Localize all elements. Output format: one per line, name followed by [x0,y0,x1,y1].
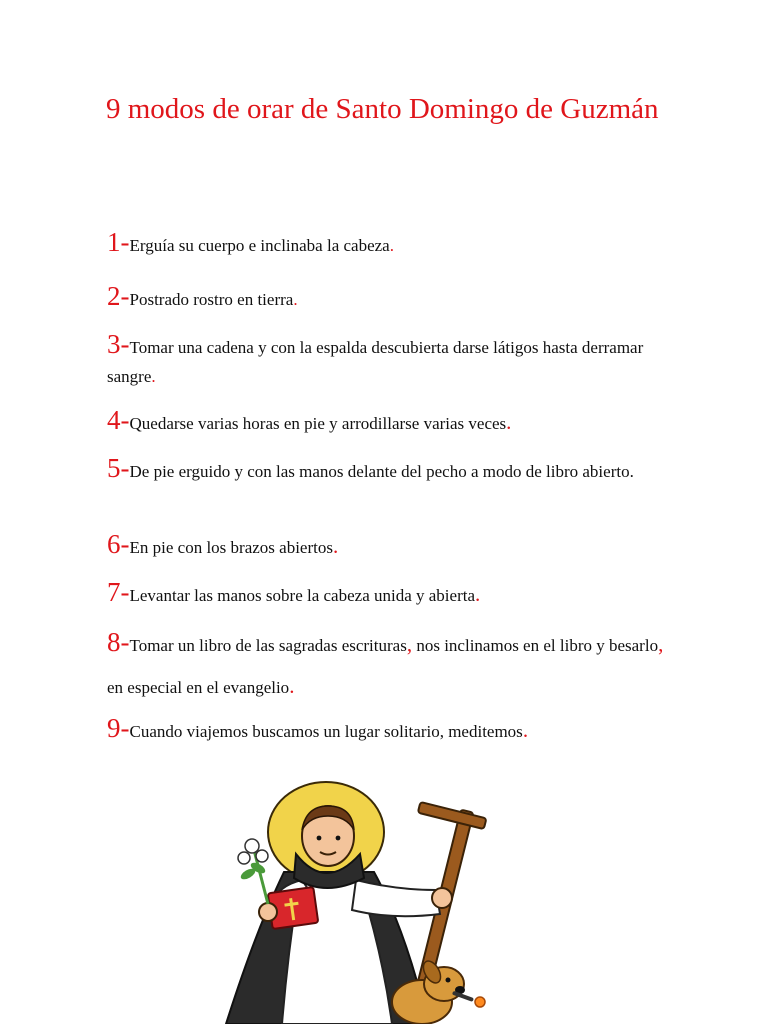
item-period: . [289,674,295,698]
item-period: . [293,290,298,309]
item-period: . [475,582,481,606]
item-text: Postrado rostro en tierra [129,290,294,309]
list-item-4 [107,406,667,438]
item-comma: , [406,632,413,656]
list-item-6 [107,530,667,562]
item-number: 7- [107,577,130,607]
item-text: Tomar una cadena y con la espalda descubierta darse látigos hasta derramar sangre [107,338,644,386]
lily-flower [238,839,268,904]
item-text: en especial en el evangelio [107,678,290,697]
right-sleeve [352,880,440,916]
list-item-3 [107,330,667,391]
item-number: 9- [107,713,130,743]
item-number: 3- [107,329,130,359]
item-text: meditemos [443,722,523,741]
item-text: Tomar un libro de las sagradas escrituras [129,636,407,655]
item-period: . [151,367,156,386]
item-period: . [389,236,394,255]
item-text: Cuando viajemos buscamos un lugar solitario [129,722,440,741]
list-item-9 [107,714,667,746]
page-title: 9 modos de orar de Santo Domingo de Guzmán [106,93,659,125]
left-hand [259,903,277,921]
list-item-8 [107,622,667,708]
item-number: 6- [107,529,130,559]
item-number: 5- [107,453,130,483]
item-text: De pie erguido y con las manos delante del pecho a modo de libro abierto. [129,462,634,481]
saint-dominic-illustration [196,780,536,1024]
item-text: Quedarse varias horas en pie y arrodillarse varias veces [129,414,507,433]
item-number: 2- [107,281,130,311]
item-period: . [506,410,512,434]
item-comma: , [439,722,444,741]
item-text: Erguía su cuerpo e inclinaba la cabeza [129,236,390,255]
item-period: . [522,718,529,742]
list-item-1 [107,228,667,260]
item-comma: , [658,632,664,656]
item-text: nos inclinamos en el libro y besarlo [412,636,659,655]
item-number: 8- [107,627,130,657]
item-number: 1- [107,227,130,257]
right-hand [432,888,452,908]
item-number: 4- [107,405,130,435]
item-text: Levantar las manos sobre la cabeza unida y abierta [129,586,476,605]
item-text: En pie con los brazos abiertos [129,538,333,557]
list-item-7 [107,578,667,610]
list-item-5 [107,454,667,486]
item-period: . [332,534,339,558]
list-item-2 [107,282,667,314]
